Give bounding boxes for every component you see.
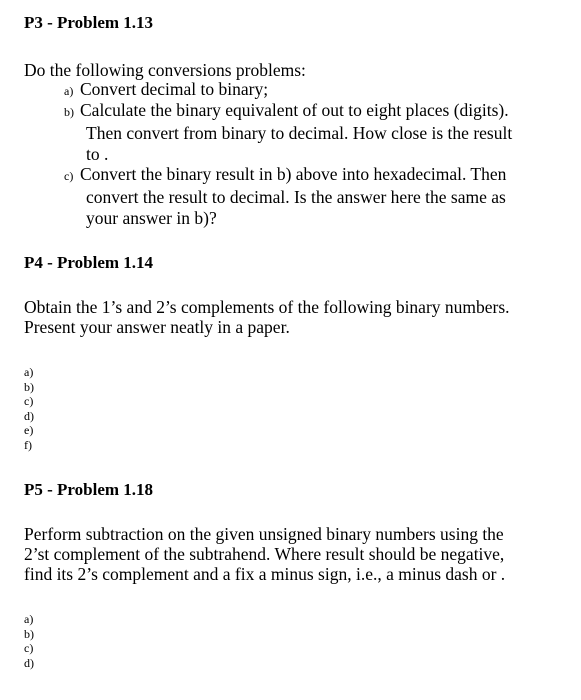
p3-item-c-line-1: Convert the binary result in b) above into hexadecimal. Then (80, 164, 507, 184)
p4-part-f: f) (24, 437, 32, 452)
p5-intro-line-1: Perform subtraction on the given unsigned binary numbers using the (24, 524, 504, 544)
p5-intro (24, 524, 564, 584)
p4-intro-line-1: Obtain the 1’s and 2’s complements of the following binary numbers. (24, 297, 510, 317)
p5-parts-list (24, 612, 34, 670)
p4-parts-list (24, 365, 34, 452)
p3-item-c (64, 164, 506, 229)
p5-part-a: a) (24, 612, 34, 626)
p3-item-a (64, 79, 268, 102)
p5-intro-line-2: 2’st complement of the subtrahend. Where result should be negative, (24, 544, 505, 564)
p5-part-d: d) (24, 655, 34, 670)
p4-part-b: b) (24, 379, 34, 394)
p4-intro (24, 297, 564, 337)
p5-intro-line-3: find its 2’s complement and a fix a minus sign, i.e., a minus dash or . (24, 564, 506, 584)
p3-item-b-line-3: to . (86, 144, 109, 164)
p4-heading: P4 - Problem 1.14 (24, 253, 154, 272)
p3-heading: P3 - Problem 1.13 (24, 13, 154, 32)
p3-item-b (64, 100, 512, 165)
p4-part-c: c) (24, 394, 34, 408)
p4-part-e: e) (24, 423, 34, 437)
p5-part-b: b) (24, 626, 34, 641)
p3-item-c-marker: c) (64, 169, 74, 183)
p4-part-a: a) (24, 365, 34, 379)
p5-heading: P5 - Problem 1.18 (24, 480, 154, 499)
p3-item-b-line-2: Then convert from binary to decimal. How close is the result (86, 123, 513, 143)
p3-item-a-marker: a) (64, 84, 74, 98)
p3-intro: Do the following conversions problems: (24, 60, 306, 80)
p4-intro-line-2: Present your answer neatly in a paper. (24, 317, 290, 337)
p3-item-c-line-2: convert the result to decimal. Is the answer here the same as (86, 187, 506, 207)
p3-item-a-line-1: Convert decimal to binary; (80, 79, 269, 99)
p3-item-b-line-1: Calculate the binary equivalent of out to eight places (digits). (80, 100, 509, 120)
p4-part-d: d) (24, 408, 34, 423)
p5-part-c: c) (24, 641, 34, 655)
p3-item-c-line-3: your answer in b)? (86, 208, 217, 228)
p3-item-b-marker: b) (64, 105, 74, 119)
